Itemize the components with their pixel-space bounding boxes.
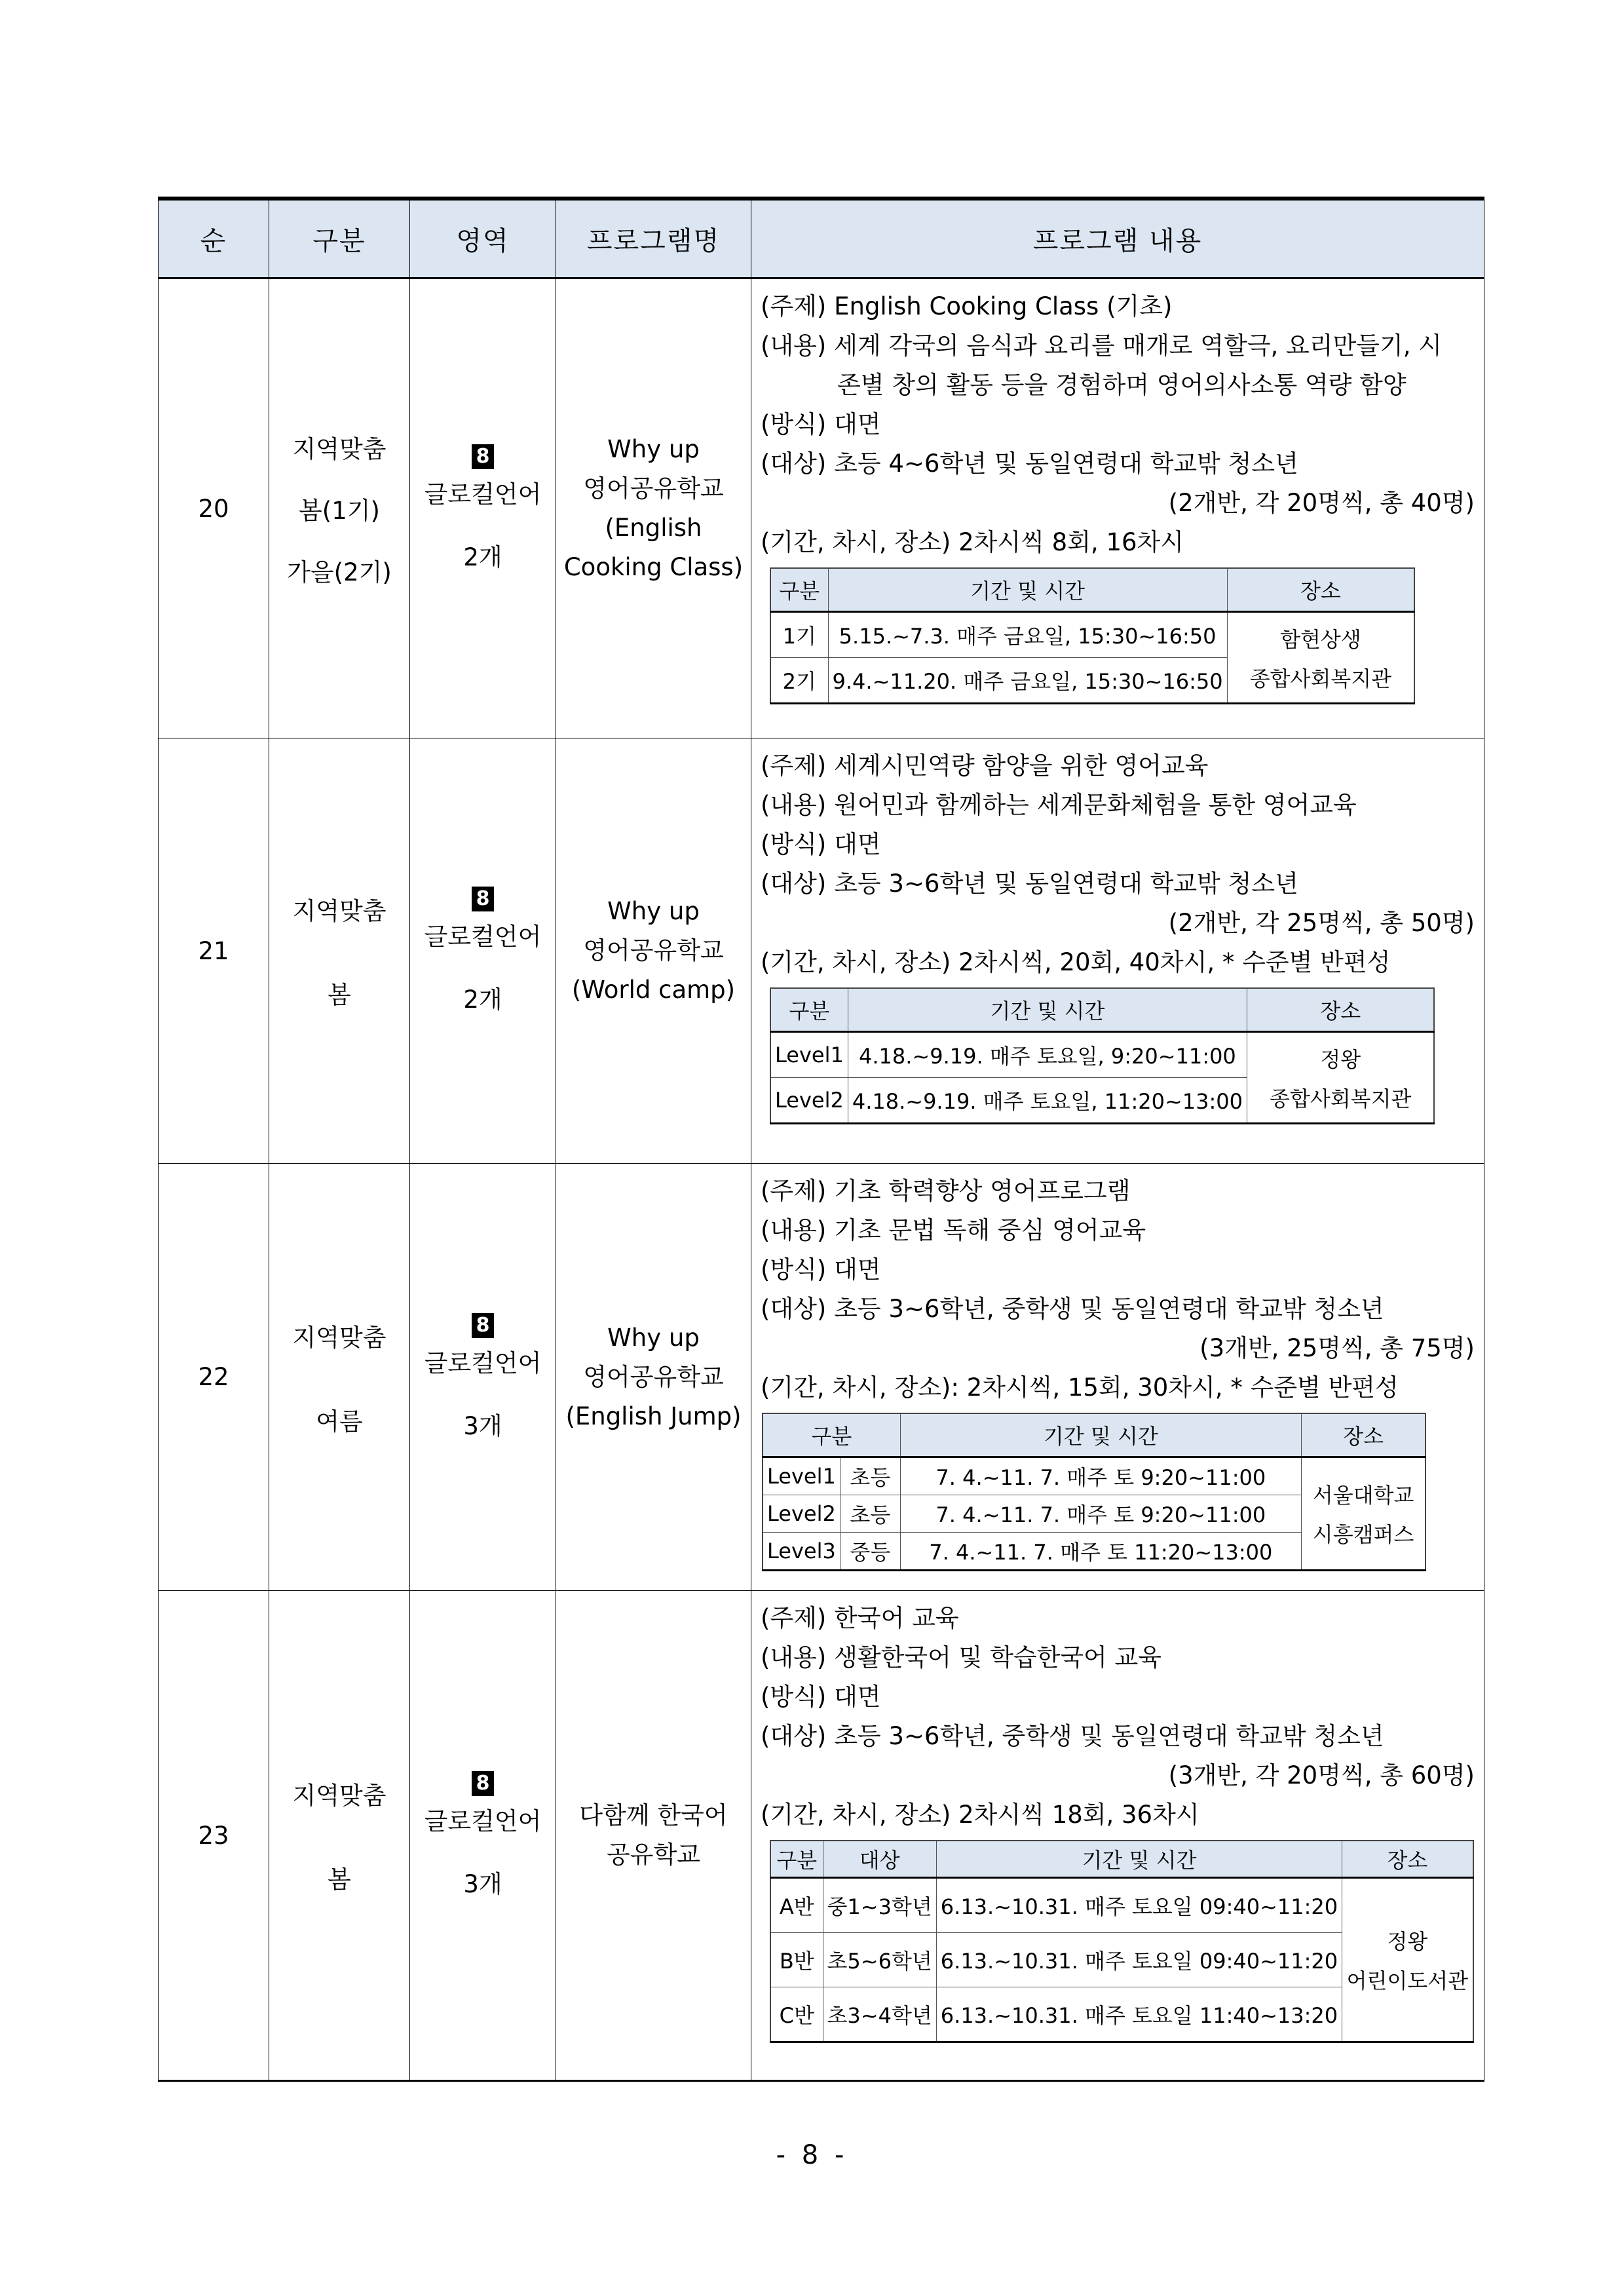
row-content bbox=[751, 738, 1484, 1164]
schedule-header: 기간 및 시간 bbox=[936, 1841, 1342, 1878]
schedule-place bbox=[1247, 1032, 1434, 1124]
table-row bbox=[159, 1164, 1484, 1591]
row-category bbox=[269, 278, 410, 738]
place-line: 시흥캠퍼스 bbox=[1312, 1522, 1414, 1547]
content-line: (방식) 대면 bbox=[761, 410, 881, 438]
schedule-place bbox=[1301, 1457, 1426, 1571]
schedule-cell: 7. 4.~11. 7. 매주 토 9:20~11:00 bbox=[900, 1457, 1301, 1495]
area-label: 글로컬언어 bbox=[424, 923, 542, 951]
row-number: 20 bbox=[159, 278, 269, 738]
row-program-name bbox=[556, 1164, 751, 1591]
schedule-header: 구분 bbox=[770, 1841, 823, 1878]
program-name-line: Cooking Class) bbox=[563, 553, 744, 581]
schedule-header: 구분 bbox=[763, 1413, 900, 1457]
program-name-line: 영어공유학교 bbox=[583, 474, 724, 503]
content-line: (주제) 기초 학력향상 영어프로그램 bbox=[761, 1177, 1131, 1205]
program-name-line: 영어공유학교 bbox=[583, 1362, 724, 1391]
program-name-line: (English bbox=[605, 514, 702, 542]
schedule-table bbox=[770, 1840, 1474, 2043]
area-count: 2개 bbox=[463, 543, 502, 571]
place-line: 종합사회복지관 bbox=[1249, 666, 1392, 691]
content-line: (내용) 기초 문법 독해 중심 영어교육 bbox=[761, 1216, 1146, 1244]
content-line: (대상) 초등 3~6학년, 중학생 및 동일연령대 학교밖 청소년 bbox=[761, 1295, 1384, 1323]
schedule-place bbox=[1227, 612, 1414, 704]
header-program-content: 프로그램 내용 bbox=[751, 199, 1484, 278]
content-line: (내용) 생활한국어 및 학습한국어 교육 bbox=[761, 1643, 1162, 1672]
row-area bbox=[410, 1164, 556, 1591]
area-number-badge: 8 bbox=[472, 444, 494, 469]
schedule-cell: 6.13.~10.31. 매주 토요일 09:40~11:20 bbox=[936, 1878, 1342, 1933]
area-number-badge: 8 bbox=[472, 1771, 494, 1796]
row-content bbox=[751, 278, 1484, 738]
schedule-cell: A반 bbox=[770, 1878, 823, 1933]
row-category bbox=[269, 738, 410, 1164]
schedule-header: 장소 bbox=[1342, 1841, 1473, 1878]
schedule-cell: Level1 bbox=[770, 1032, 848, 1078]
program-name-line: Why up bbox=[607, 435, 700, 463]
content-line: (3개반, 25명씩, 총 75명) bbox=[1199, 1334, 1475, 1362]
row-program-name bbox=[556, 1591, 751, 2081]
schedule-header: 구분 bbox=[770, 568, 828, 612]
schedule-cell: Level3 bbox=[763, 1533, 840, 1571]
area-count: 3개 bbox=[463, 1411, 502, 1440]
schedule-cell: 초5~6학년 bbox=[823, 1933, 936, 1987]
schedule-table bbox=[770, 987, 1435, 1124]
schedule-header: 기간 및 시간 bbox=[848, 988, 1247, 1032]
schedule-cell: 9.4.~11.20. 매주 금요일, 15:30~16:50 bbox=[828, 658, 1227, 704]
program-name-line: Why up bbox=[607, 897, 700, 925]
schedule-cell: 6.13.~10.31. 매주 토요일 11:40~13:20 bbox=[936, 1987, 1342, 2042]
row-content bbox=[751, 1164, 1484, 1591]
content-line: (3개반, 각 20명씩, 총 60명) bbox=[1168, 1761, 1475, 1789]
schedule-cell: 2기 bbox=[770, 658, 828, 704]
content-line: (대상) 초등 3~6학년, 중학생 및 동일연령대 학교밖 청소년 bbox=[761, 1722, 1384, 1750]
program-table bbox=[158, 197, 1484, 2082]
content-line: (기간, 차시, 장소): 2차시씩, 15회, 30차시, * 수준별 반편성 bbox=[761, 1373, 1399, 1402]
category-line: 봄(1기) bbox=[299, 497, 380, 525]
content-line: (대상) 초등 3~6학년 및 동일연령대 학교밖 청소년 bbox=[761, 870, 1298, 898]
schedule-header: 대상 bbox=[823, 1841, 936, 1878]
content-line: (2개반, 각 20명씩, 총 40명) bbox=[1168, 489, 1475, 517]
schedule-header: 장소 bbox=[1247, 988, 1434, 1032]
category-line: 지역맞춤 bbox=[292, 897, 387, 925]
place-line: 어린이도서관 bbox=[1346, 1968, 1469, 1993]
content-line: (기간, 차시, 장소) 2차시씩 18회, 36차시 bbox=[761, 1801, 1199, 1829]
category-line: 가을(2기) bbox=[287, 558, 392, 586]
content-line: (기간, 차시, 장소) 2차시씩 8회, 16차시 bbox=[761, 528, 1184, 556]
area-label: 글로컬언어 bbox=[424, 1349, 542, 1377]
content-line: 존별 창의 활동 등을 경험하며 영어의사소통 역량 함양 bbox=[837, 371, 1407, 399]
schedule-cell: 7. 4.~11. 7. 매주 토 9:20~11:00 bbox=[900, 1495, 1301, 1533]
area-count: 2개 bbox=[463, 985, 502, 1014]
program-name-line: 다함께 한국어 bbox=[579, 1801, 728, 1829]
category-line: 지역맞춤 bbox=[292, 1323, 387, 1352]
schedule-cell: 초등 bbox=[840, 1495, 900, 1533]
row-category bbox=[269, 1164, 410, 1591]
area-label: 글로컬언어 bbox=[424, 480, 542, 508]
schedule-header: 구분 bbox=[770, 988, 848, 1032]
category-line: 여름 bbox=[316, 1407, 363, 1436]
row-area bbox=[410, 278, 556, 738]
header-program-name: 프로그램명 bbox=[556, 199, 751, 278]
schedule-cell: 초등 bbox=[840, 1457, 900, 1495]
content-line: (주제) 세계시민역량 함양을 위한 영어교육 bbox=[761, 752, 1209, 780]
row-number: 21 bbox=[159, 738, 269, 1164]
schedule-table bbox=[770, 567, 1415, 704]
content-line: (주제) 한국어 교육 bbox=[761, 1604, 959, 1632]
table-row bbox=[159, 738, 1484, 1164]
content-line: (2개반, 각 25명씩, 총 50명) bbox=[1168, 909, 1475, 937]
program-name-line: Why up bbox=[607, 1323, 700, 1352]
schedule-cell: 1기 bbox=[770, 612, 828, 658]
schedule-cell: 5.15.~7.3. 매주 금요일, 15:30~16:50 bbox=[828, 612, 1227, 658]
schedule-header: 장소 bbox=[1227, 568, 1414, 612]
place-line: 정왕 bbox=[1387, 1929, 1428, 1954]
schedule-cell: Level2 bbox=[770, 1078, 848, 1124]
area-label: 글로컬언어 bbox=[424, 1807, 542, 1835]
table-header-row bbox=[159, 199, 1484, 278]
schedule-place bbox=[1342, 1878, 1473, 2042]
content-line: (방식) 대면 bbox=[761, 830, 881, 858]
program-name-line: (World camp) bbox=[571, 976, 736, 1004]
schedule-cell: B반 bbox=[770, 1933, 823, 1987]
header-area: 영역 bbox=[410, 199, 556, 278]
row-area bbox=[410, 1591, 556, 2081]
content-line: (기간, 차시, 장소) 2차시씩, 20회, 40차시, * 수준별 반편성 bbox=[761, 948, 1391, 976]
schedule-header: 기간 및 시간 bbox=[828, 568, 1227, 612]
schedule-cell: 6.13.~10.31. 매주 토요일 09:40~11:20 bbox=[936, 1933, 1342, 1987]
content-line: (방식) 대면 bbox=[761, 1683, 881, 1711]
content-line: (대상) 초등 4~6학년 및 동일연령대 학교밖 청소년 bbox=[761, 450, 1298, 478]
schedule-cell: 중1~3학년 bbox=[823, 1878, 936, 1933]
header-category: 구분 bbox=[269, 199, 410, 278]
table-row bbox=[159, 278, 1484, 738]
row-content bbox=[751, 1591, 1484, 2081]
category-line: 봄 bbox=[328, 981, 351, 1009]
schedule-cell: 중등 bbox=[840, 1533, 900, 1571]
schedule-cell: Level1 bbox=[763, 1457, 840, 1495]
place-line: 서울대학교 bbox=[1312, 1483, 1414, 1508]
page-number: - 8 - bbox=[776, 2140, 848, 2170]
schedule-cell: 7. 4.~11. 7. 매주 토 11:20~13:00 bbox=[900, 1533, 1301, 1571]
category-line: 지역맞춤 bbox=[292, 1782, 387, 1810]
row-program-name bbox=[556, 278, 751, 738]
schedule-cell: 초3~4학년 bbox=[823, 1987, 936, 2042]
schedule-cell: Level2 bbox=[763, 1495, 840, 1533]
category-line: 지역맞춤 bbox=[292, 435, 387, 463]
place-line: 종합사회복지관 bbox=[1270, 1086, 1412, 1111]
program-name-line: 영어공유학교 bbox=[583, 936, 724, 965]
row-program-name bbox=[556, 738, 751, 1164]
category-line: 봄 bbox=[328, 1866, 351, 1894]
table-row bbox=[159, 1591, 1484, 2081]
row-number: 22 bbox=[159, 1164, 269, 1591]
schedule-cell: 4.18.~9.19. 매주 토요일, 9:20~11:00 bbox=[848, 1032, 1247, 1078]
program-name-line: 공유학교 bbox=[607, 1841, 700, 1869]
content-line: (방식) 대면 bbox=[761, 1255, 881, 1284]
content-line: (내용) 원어민과 함께하는 세계문화체험을 통한 영어교육 bbox=[761, 791, 1357, 819]
area-number-badge: 8 bbox=[472, 1313, 494, 1338]
area-count: 3개 bbox=[463, 1870, 502, 1898]
content-line: (주제) English Cooking Class (기초) bbox=[761, 292, 1173, 320]
program-name-line: (English Jump) bbox=[565, 1402, 742, 1430]
schedule-header: 기간 및 시간 bbox=[900, 1413, 1301, 1457]
row-category bbox=[269, 1591, 410, 2081]
schedule-table bbox=[762, 1413, 1426, 1571]
schedule-cell: 4.18.~9.19. 매주 토요일, 11:20~13:00 bbox=[848, 1078, 1247, 1124]
place-line: 함현상생 bbox=[1280, 626, 1361, 652]
area-number-badge: 8 bbox=[472, 887, 494, 911]
content-line: (내용) 세계 각국의 음식과 요리를 매개로 역할극, 요리만들기, 시 bbox=[761, 332, 1443, 360]
schedule-cell: C반 bbox=[770, 1987, 823, 2042]
row-number: 23 bbox=[159, 1591, 269, 2081]
row-area bbox=[410, 738, 556, 1164]
schedule-header: 장소 bbox=[1301, 1413, 1426, 1457]
header-no: 순 bbox=[159, 199, 269, 278]
place-line: 정왕 bbox=[1320, 1046, 1361, 1072]
